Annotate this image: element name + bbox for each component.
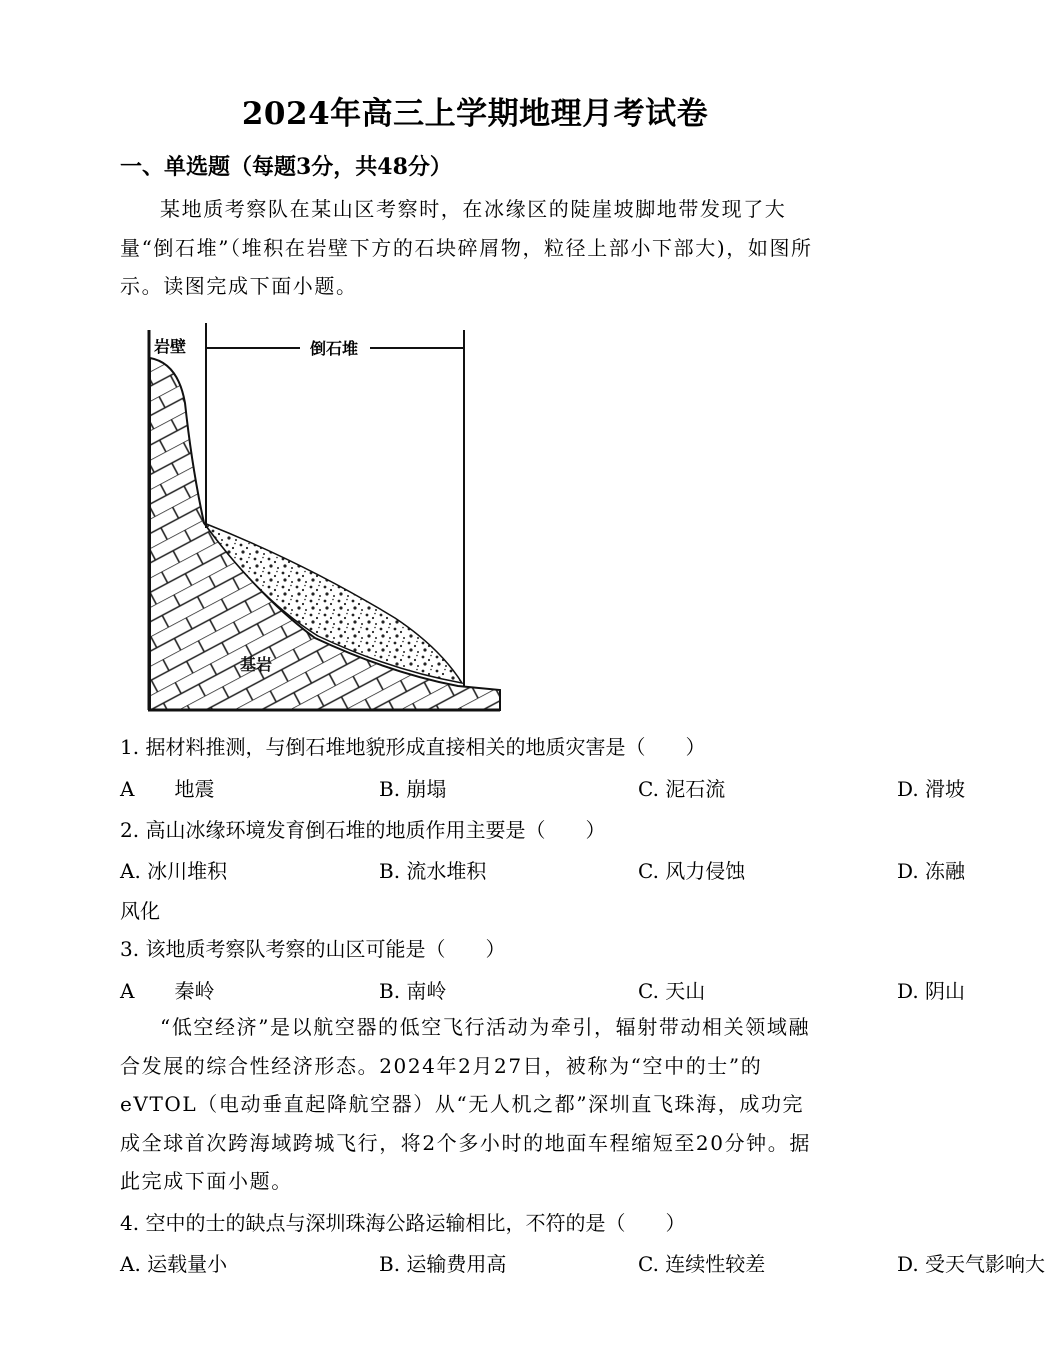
question-1-stem: 1. 据材料推测，与倒石堆地貌形成直接相关的地质灾害是（ ） (120, 735, 706, 759)
question-2-option-d-wrap: 风化 (120, 899, 160, 923)
question-2-option-d: D. 冻融 (897, 859, 966, 883)
label-rock-wall: 岩壁 (154, 337, 187, 356)
question-4-option-a: A. 运载量小 (120, 1252, 228, 1276)
question-4-option-d: D. 受天气影响大 (897, 1252, 1045, 1276)
passage-talus (120, 190, 832, 306)
question-2-option-a: A. 冰川堆积 (120, 859, 228, 883)
question-4-option-b: B. 运输费用高 (379, 1252, 507, 1276)
question-2-option-c: C. 风力侵蚀 (638, 859, 746, 883)
passage-low-altitude-text: “低空经济”是以航空器的低空飞行活动为牵引，辐射带动相关领域融合发展的综合性经济形态。2024年2月27日，被称为“空中的士”的eVTOL（电动垂直起降航空器）从“无人机之都”深圳直飞珠海，成功完成全球首次跨海域跨城飞行，将2个多小时的地面车程缩短至20分钟。据此完成下面小题。 (120, 1015, 811, 1193)
label-bedrock: 基岩 (240, 655, 273, 674)
question-3-option-a: A 秦岭 (120, 979, 215, 1003)
question-1-option-a: A 地震 (120, 777, 215, 801)
question-3-option-b: B. 南岭 (379, 979, 447, 1003)
label-talus: 倒石堆 (310, 339, 359, 358)
section-heading: 一、单选题（每题3分，共48分） (120, 154, 452, 180)
question-1-option-d: D. 滑坡 (897, 777, 966, 801)
question-1-option-c: C. 泥石流 (638, 777, 726, 801)
question-1-option-b: B. 崩塌 (379, 777, 447, 801)
question-2-option-b: B. 流水堆积 (379, 859, 487, 883)
bedrock-body (150, 358, 500, 710)
question-2-stem: 2. 高山冰缘环境发育倒石堆的地质作用主要是（ ） (120, 818, 606, 842)
passage-talus-text: 某地质考察队在某山区考察时，在冰缘区的陡崖坡脚地带发现了大量“倒石堆”（堆积在岩壁下方的石块碎屑物，粒径上部小下部大)，如图所示。读图完成下面小题。 (120, 197, 813, 298)
question-3-option-c: C. 天山 (638, 979, 706, 1003)
exam-title: 2024年高三上学期地理月考试卷 (241, 96, 709, 132)
question-4-stem: 4. 空中的士的缺点与深圳珠海公路运输相比，不符的是（ ） (120, 1211, 686, 1235)
passage-low-altitude (120, 1008, 820, 1201)
question-3-stem: 3. 该地质考察队考察的山区可能是（ ） (120, 937, 506, 961)
talus-diagram (140, 318, 505, 718)
question-4-option-c: C. 连续性较差 (638, 1252, 766, 1276)
question-3-option-d: D. 阴山 (897, 979, 966, 1003)
